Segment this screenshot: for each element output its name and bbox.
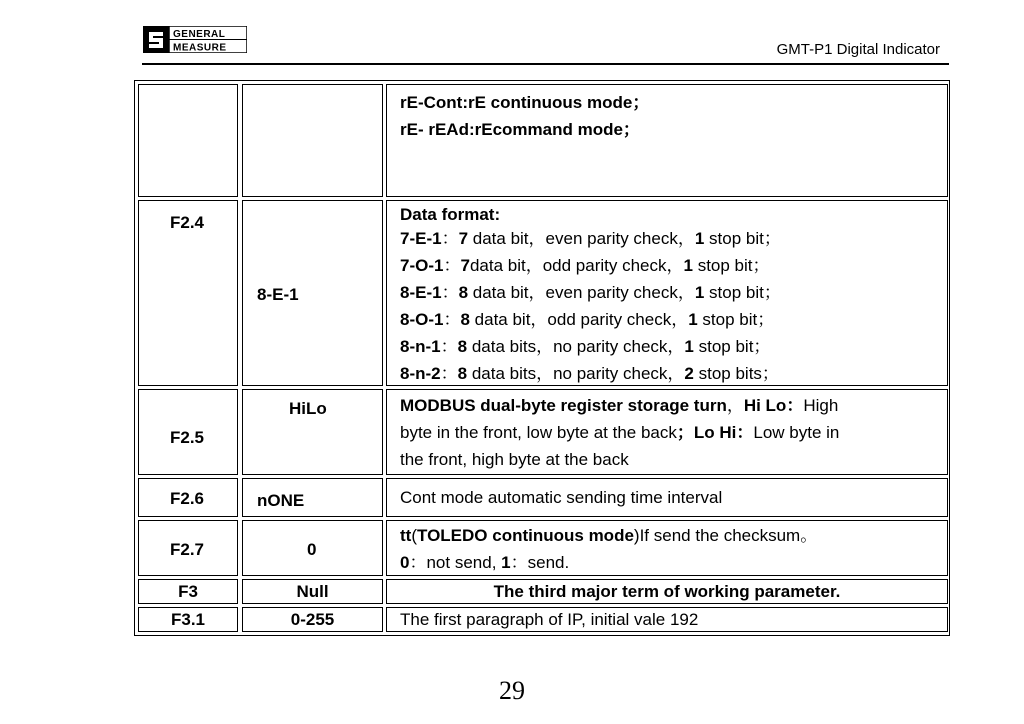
description-cell [386, 579, 948, 604]
description-cell [386, 607, 948, 632]
default-cell [242, 84, 383, 197]
description-line: tt(TOLEDO continuous mode)If send the checksum。 [400, 526, 818, 545]
code-cell [138, 607, 238, 632]
parameter-table [134, 80, 950, 636]
code-cell [138, 84, 238, 197]
description-line: The first paragraph of IP, initial vale 192 [400, 610, 699, 629]
section-heading: The third major term of working parameter. [493, 582, 841, 601]
page-number: 29 [499, 676, 525, 705]
description-line: byte in the front, low byte at the back；Lo Hi：Low byte in [400, 423, 840, 442]
description-cell [386, 389, 948, 475]
code-cell [138, 520, 238, 576]
default-cell [242, 607, 383, 632]
description-cell [386, 478, 948, 517]
description-line: rE-Cont:rE continuous mode； [400, 93, 650, 112]
parameter-code: F3.1 [170, 610, 206, 629]
default-cell [242, 389, 383, 475]
default-value: 0-255 [290, 610, 335, 629]
code-cell [138, 579, 238, 604]
logo-text-line1: GENERAL [173, 29, 226, 40]
company-logo [143, 26, 247, 53]
data-format-item: 8-E-1：8 data bit，even parity check，1 stop bit； [400, 283, 781, 302]
default-value: Null [296, 582, 329, 601]
description-line: rE- rEAd:rEcommand mode； [400, 120, 640, 139]
parameter-code: F2.5 [170, 428, 205, 447]
data-format-item: 8-O-1：8 data bit，odd parity check，1 stop bit； [400, 310, 775, 329]
data-format-heading: Data format: [400, 205, 501, 224]
default-cell [242, 520, 383, 576]
code-cell [138, 478, 238, 517]
default-value: 8-E-1 [257, 285, 299, 304]
code-cell [138, 389, 238, 475]
default-cell [242, 579, 383, 604]
parameter-code: F2.6 [170, 489, 205, 508]
description-line: Cont mode automatic sending time interval [400, 488, 723, 507]
description-line: MODBUS dual-byte register storage turn，Hi Lo：High [400, 396, 839, 415]
logo-text-line2: MEASURE [173, 42, 227, 53]
default-value: nONE [257, 491, 305, 510]
data-format-item: 7-E-1：7 data bit，even parity check，1 stop bit； [400, 229, 781, 248]
description-cell [386, 200, 948, 386]
parameter-code: F2.4 [170, 213, 205, 232]
description-cell [386, 84, 948, 197]
description-cell [386, 520, 948, 576]
data-format-item: 7-O-1：7data bit，odd parity check，1 stop bit； [400, 256, 770, 275]
description-line: 0：not send, 1：send. [400, 553, 570, 572]
default-cell [242, 200, 383, 386]
data-format-item: 8-n-1：8 data bits，no parity check，1 stop bit； [400, 337, 771, 356]
header-divider [142, 63, 949, 65]
default-value: HiLo [289, 399, 327, 418]
document-title: GMT-P1 Digital Indicator [776, 41, 940, 58]
description-line: the front, high byte at the back [400, 450, 629, 469]
data-format-item: 8-n-2：8 data bits，no parity check，2 stop bits； [400, 364, 779, 383]
parameter-code: F3 [178, 582, 198, 601]
default-cell [242, 478, 383, 517]
parameter-code: F2.7 [170, 540, 205, 559]
code-cell [138, 200, 238, 386]
default-value: 0 [307, 540, 317, 559]
